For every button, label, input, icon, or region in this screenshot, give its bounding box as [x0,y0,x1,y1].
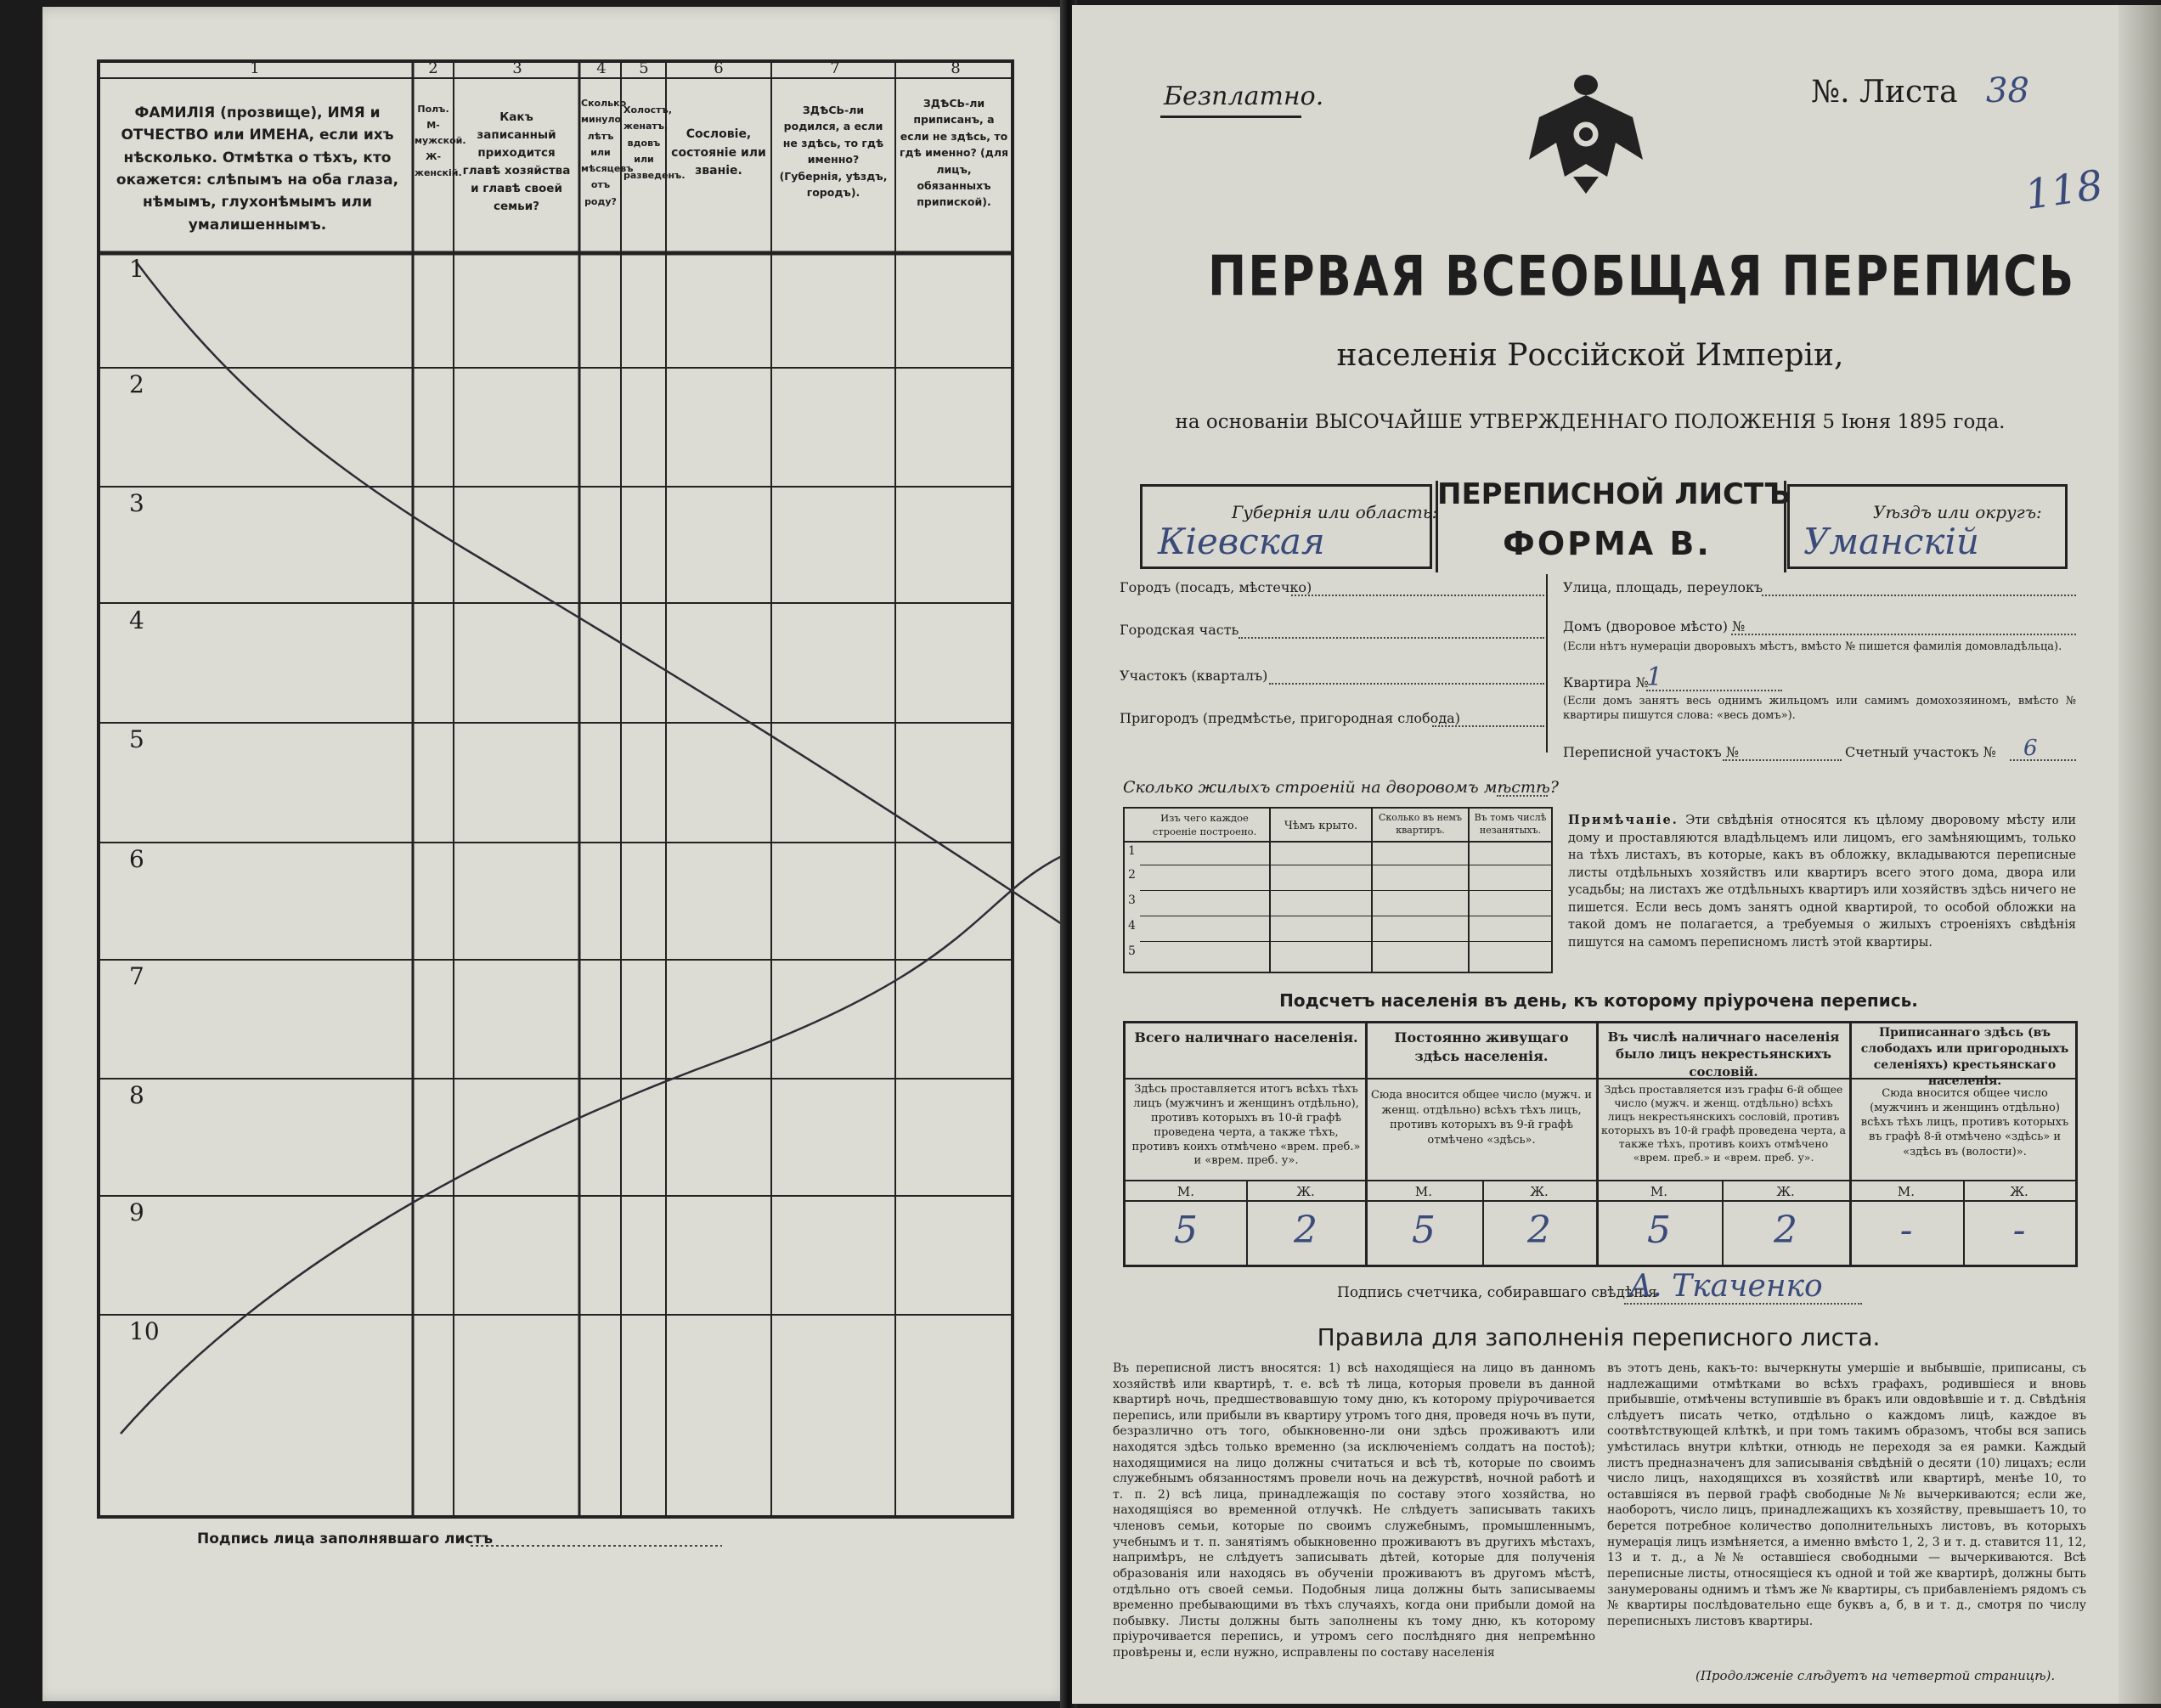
field-city-part: Городская часть [1120,622,1239,638]
population-group-desc: Здѣсь проставляется итогъ всѣхъ тѣхъ лицъ (мужчинъ и женщинъ отдѣльно), противъ которыхъ въ 10-й графѣ проведена черта, а также тѣхъ, противъ коихъ отмѣчено «врем. преб.» и «врем. преб. у». [1131,1083,1361,1168]
row-number: 2 [129,370,144,398]
buildings-row-number: 3 [1128,893,1136,907]
rules-column-2: въ этотъ день, какъ-то: вычеркнуты умершіе и выбывшіе, приписаны, съ надлежащими отмѣтками во всѣхъ графахъ, родившіеся и вновь прибывшіе, отмѣчены вступившіе въ бракъ или овдовѣвшіе и т. д. Свѣдѣнія слѣдуетъ писать четко, отдѣльно о каждомъ лицѣ, каждое въ соотвѣтствующей клѣткѣ, и при томъ такимъ образомъ, чтобы вся запись умѣстилась внутри клѣтки, отнюдь не переходя за ея рамки. Каждый листъ предназначенъ для записыванія свѣдѣній о десяти (10) лицахъ; если число лицъ, находящихся въ хозяйствѣ или квартирѣ, менѣе 10, то оставшіяся въ первой графѣ свободные №№ вычеркиваются; если же, наоборотъ, число лицъ, принадлежащихъ къ хозяйству, превышаетъ 10, то берется потребное количество дополнительныхъ листовъ, въ которыхъ нумерація лицъ измѣняется, а именно вмѣсто 1, 2, 3 и т. д. ставится 11, 12, 13 и т. д., а №№ оставшіеся свободными — вычеркиваются. Всѣ переписные листы, относящіеся къ одной и той же квартирѣ, должны быть занумерованы однимъ и тѣмъ же № квартиры, съ прибавленіемъ рядомъ съ № квартиры послѣдовательно еще буквъ а, б, в и т. д., смотря по числу переписныхъ листовъ квартиры. [1607,1361,2086,1628]
header-marital: Холостъ, женатъ, вдовъ или разведенъ. [623,104,686,181]
column-number: 4 [596,59,607,77]
cross-out-stroke [136,262,1062,924]
population-group-desc: Здѣсь проставляется изъ графы 6-й общее число (мужч. и женщ. отдѣльно) всѣхъ лицъ некрестьянскихъ сословій, противъ которыхъ въ 10-й графѣ проведена черта, а также тѣхъ, противъ коихъ отмѣчено «врем. преб.» и «врем. преб. у». [1601,1083,1846,1164]
district-box [1787,484,2068,569]
buildings-header: Чѣмъ крыто. [1284,820,1358,832]
header-age: Сколько минуло лѣтъ или мѣсяцевъ отъ роду? [581,98,634,207]
population-group-desc: Сюда вносится общее число (мужчинъ и женщинъ отдѣльно) всѣхъ тѣхъ лицъ, противъ которыхъ въ графѣ 8-й отмѣчено «здѣсь» и «здѣсь въ (волости)». [1860,1087,2069,1158]
subtitle: населенія Россійской Имперіи, [1336,338,1844,373]
left-page-grid [42,7,1069,1701]
continued-note: (Продолженіе слѣдуетъ на четвертой страницѣ). [1696,1668,2056,1683]
sheet-label: №. Листа [1811,75,1958,110]
population-value: 2 [1527,1209,1551,1252]
population-value: 2 [1774,1209,1797,1252]
header-name: ФАМИЛІЯ (прозвище), ИМЯ и ОТЧЕСТВО или ИМЕНА, если ихъ нѣсколько. Отмѣтка о тѣхъ, кто окажется: слѣпымъ на оба глаза, нѣмымъ, глухонѣмымъ или умалишеннымъ. [116,104,399,234]
signature-label: Подпись лица заполнявшаго листъ [197,1530,494,1547]
population-group-title: Приписаннаго здѣсь (въ слободахъ или пригородныхъ селеніяхъ) крестьянскаго населенія. [1860,1026,2069,1088]
form-title: ПЕРЕПИСНОЙ ЛИСТЪ [1437,477,1791,511]
sex-label: М. [1414,1184,1433,1199]
apartment-label: Квартира № [1563,674,1649,691]
header-relation: Какъ записанный приходится главѣ хозяйства и главѣ своей семьи? [462,110,571,213]
row-number: 6 [129,845,144,873]
province-box [1140,484,1438,569]
rules-column-1: Въ переписной листъ вносятся: 1) всѣ находящіеся на лицо въ данномъ хозяйствѣ или квартирѣ, т. е. всѣ тѣ лица, которыя провели въ данной квартирѣ ночь, предшествовавшую тому дню, къ которому пріурочивается перепись, или прибыли въ квартиру утромъ того дня, проведя ночь въ пути, безразлично отъ того, обыкновенно-ли они здѣсь проживаютъ или находятся здѣсь только временно (за исключеніемъ солдатъ на постоѣ); находящимися на лицо должны считаться и всѣ тѣ, которые по своимъ служебнымъ обязанностямъ провели ночь на дежурствѣ, ночной работѣ и т. п. 2) всѣ лица, принадлежащія по составу этого хозяйства, но находящіяся во временной отлучкѣ. Не слѣдуетъ записывать такихъ членовъ семьи, которые по своимъ служебнымъ, промышленнымъ, учебнымъ и т. п. занятіямъ обыкновенно проживаютъ въ другихъ мѣстахъ, напримѣръ, не слѣдуетъ записывать дѣтей, которые для полученія образованія или находясь въ обученіи проживаютъ въ другомъ мѣстѣ, отдѣльно отъ своей семьи. Подобныя лица должны быть записываемы временно пребывающими въ тѣхъ случаяхъ, когда они прибыли домой на побывку. Листы должны быть заполнены къ тому дню, къ которому пріурочивается перепись, и утромъ сего послѣдняго дня непремѣнно провѣрены и, если нужно, исправлены по составу населенія [1113,1361,1595,1660]
note-text: Эти свѣдѣнія относятся къ цѣлому дворовому мѣсту или дому и проставляются владѣльцемъ или лицомъ, его замѣняющимъ, только на тѣхъ листахъ, въ которые, какъ въ обложку, вкладываются переписные листы отдѣльныхъ хозяйствъ или квартиръ всего этого дома, двора или усадьбы; на листахъ же отдѣльныхъ квартиръ или хозяйствъ здѣсь ничего не пишется. Если весь домъ занятъ одной квартирой, то особой обложки на такой домъ не полагается, а требуемыя о жилыхъ строеніяхъ свѣдѣнія пишутся на самомъ переписномъ листѣ этой квартиры. [1568,814,2077,950]
row-number: 5 [129,725,144,753]
row-number: 10 [129,1317,160,1345]
count-district-label: Счетный участокъ № [1845,744,1996,760]
population-value: 2 [1294,1209,1317,1252]
buildings-header: Изъ чего каждое строеніе построено. [1152,812,1257,837]
sex-label: Ж. [1296,1184,1315,1199]
count-district-value: 6 [2023,736,2038,761]
row-number: 7 [129,962,144,990]
sex-label: М. [1650,1184,1668,1199]
population-title: Подсчетъ населенія въ день, къ которому пріурочена перепись. [1279,990,1918,1011]
rules-title: Правила для заполненія переписного листа. [1317,1323,1881,1351]
sex-label: Ж. [2010,1184,2028,1199]
apartment-note: (Если домъ занятъ весь однимъ жильцомъ или самимъ домохозяиномъ, вмѣсто № квартиры пишутся слова: «весь домъ»). [1563,695,2076,722]
column-number: 2 [428,59,438,77]
house-label: Домъ (дворовое мѣсто) № [1563,618,1746,634]
basis-line: на основаніи ВЫСОЧАЙШЕ УТВЕРЖДЕННАГО ПОЛОЖЕНІЯ 5 Іюня 1895 года. [1175,411,2006,433]
header-birthplace: ЗДѢСЬ-ли родился, а если не здѣсь, то гдѣ именно? (Губернія, уѣздъ, городъ). [779,104,888,199]
row-number: 8 [129,1081,144,1109]
population-value: - [2012,1209,2026,1252]
population-group-title: Постоянно живущаго здѣсь населенія. [1394,1029,1569,1064]
sheet-number: 38 [1986,71,2029,110]
sex-label: Ж. [1776,1184,1795,1199]
header-sex: Полъ. М-мужской. Ж-женскій. [415,104,466,178]
page-edge [2119,5,2161,1704]
population-value: 5 [1647,1209,1671,1252]
counter-signature-value: А. Ткаченко [1629,1269,1823,1304]
handwritten-archive-number: 118 [2022,161,2107,220]
street-label: Улица, площадь, переулокъ [1563,579,1763,595]
sex-label: Ж. [1530,1184,1549,1199]
field-precinct: Участокъ (кварталъ) [1120,668,1268,684]
note-title: Примѣчаніе. [1568,813,1679,827]
district-label: Уѣздъ или округъ: [1873,502,2042,522]
population-value: 5 [1174,1209,1198,1252]
province-label: Губернія или область: [1232,502,1438,522]
row-number: 9 [129,1198,144,1226]
counter-signature-label: Подпись счетчика, собиравшаго свѣдѣнія [1337,1284,1657,1301]
row-number: 4 [129,606,144,634]
buildings-row-number: 2 [1128,868,1136,882]
note-paragraph [1568,812,2076,952]
census-district-label: Переписной участокъ № [1563,744,1739,760]
sex-label: М. [1897,1184,1916,1199]
population-group-desc: Сюда вносится общее число (мужч. и женщ. отдѣльно) всѣхъ тѣхъ лицъ, противъ которыхъ въ 9-й графѣ отмѣчено «здѣсь». [1370,1089,1593,1147]
apartment-value: 1 [1646,662,1663,692]
column-number: 7 [830,59,840,77]
population-group-title: Всего наличнаго населенія. [1134,1029,1358,1046]
column-number: 1 [250,59,260,77]
form-type: ФОРМА В. [1503,525,1712,562]
free-label: Безплатно. [1164,82,1324,111]
population-group-title: Въ числѣ наличнаго населенія было лицъ некрестьянскихъ сословій. [1607,1029,1840,1079]
buildings-table [1123,807,1553,973]
header-estate: Сословіе, состояніе или званіе. [671,127,766,178]
left-page [42,7,1069,1701]
population-value: 5 [1412,1209,1436,1252]
district-value: Уманскій [1803,521,1979,562]
buildings-row-number: 1 [1128,844,1136,858]
row-number: 1 [129,255,144,283]
table-border [99,61,1013,1517]
main-title: ПЕРВАЯ ВСЕОБЩАЯ ПЕРЕПИСЬ [1208,244,2076,309]
column-number: 3 [512,59,522,77]
buildings-question: Сколько жилыхъ строеній на дворовомъ мѣстѣ? [1123,778,1559,797]
buildings-row-number: 4 [1128,919,1136,933]
buildings-header: Въ томъ числѣ незанятыхъ. [1474,812,1547,836]
cross-out-stroke [121,856,1062,1434]
province-value: Кіевская [1158,521,1325,562]
buildings-header: Сколько въ немъ квартиръ. [1379,812,1462,836]
house-note: (Если нѣтъ нумераціи дворовыхъ мѣстъ, вмѣсто № пишется фамилія домовладѣльца). [1563,640,2062,653]
population-table [1123,1021,2078,1267]
field-town: Городъ (посадъ, мѣстечко) [1120,579,1312,595]
imperial-eagle-emblem [1522,66,1650,194]
right-page [1072,5,2161,1704]
population-value: - [1899,1209,1913,1252]
field-suburb: Пригородъ (предмѣстье, пригородная слобода) [1120,710,1460,726]
header-registration: ЗДѢСЬ-ли приписанъ, а если не здѣсь, то гдѣ именно? (для лицъ, обязанныхъ припиской). [899,97,1009,209]
sex-label: М. [1176,1184,1195,1199]
column-number: 6 [714,59,724,77]
buildings-row-number: 5 [1128,944,1136,958]
row-number: 3 [129,489,144,517]
column-number: 5 [639,59,649,77]
column-number: 8 [951,59,961,77]
